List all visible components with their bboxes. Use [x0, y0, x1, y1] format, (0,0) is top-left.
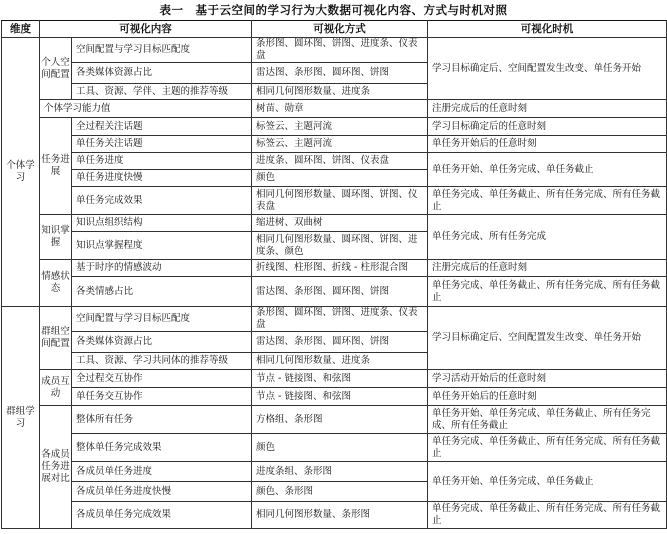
table-row	[2, 260, 667, 277]
content-cell: 各成员单任务进度快慢	[72, 482, 252, 502]
method-cell: 雷达图、条形图、圆环图、饼图	[252, 277, 428, 307]
timing-cell: 单任务开始、单任务完成、单任务截止	[428, 153, 667, 187]
method-cell: 雷达图、条形图、圆环图、饼图	[252, 332, 428, 353]
method-cell: 进度条组、条形图	[252, 462, 428, 482]
timing-cell: 单任务开始、单任务完成、单任务截止	[428, 462, 667, 502]
content-cell: 空间配置与学习目标匹配度	[72, 38, 252, 63]
header-timing: 可视化时机	[428, 21, 667, 38]
group-task-progress: 任务进展	[40, 118, 72, 215]
group-member-interaction: 成员互动	[40, 370, 72, 406]
content-cell: 工具、资源、学伴、主题的推荐等级	[72, 84, 252, 100]
header-content: 可视化内容	[40, 21, 252, 38]
content-cell: 各类媒体资源占比	[72, 332, 252, 353]
dimension-individual: 个体学习	[2, 38, 40, 307]
timing-cell: 单任务完成、单任务截止、所有任务完成、所有任务截止	[428, 187, 667, 215]
method-cell: 节点 - 链接图、和弦图	[252, 370, 428, 388]
method-cell: 标签云、主题河流	[252, 118, 428, 136]
content-cell: 空间配置与学习目标匹配度	[72, 307, 252, 332]
timing-cell: 学习目标确定后的任意时刻	[428, 118, 667, 136]
method-cell: 节点 - 链接图、和弦图	[252, 388, 428, 406]
content-cell: 个体学习能力值	[40, 100, 252, 118]
comparison-table	[1, 20, 667, 529]
table-row	[2, 370, 667, 388]
content-cell: 单任务完成效果	[72, 187, 252, 215]
group-knowledge: 知识掌握	[40, 215, 72, 260]
method-cell: 相同几何图形数量、条形图	[252, 502, 428, 529]
method-cell: 折线图、柱形图、折线 - 柱形混合图	[252, 260, 428, 277]
table-row	[2, 388, 667, 406]
content-cell: 单任务关注话题	[72, 136, 252, 153]
method-cell: 进度条、圆环图、饼图、仪表盘	[252, 153, 428, 170]
group-member-progress: 各成员任务进展对比	[40, 406, 72, 529]
table-row	[2, 502, 667, 529]
method-cell: 颜色、条形图	[252, 482, 428, 502]
content-cell: 工具、资源、学习共同体的推荐等级	[72, 353, 252, 370]
method-cell: 条形图、圆环图、饼图、进度条、仪表盘	[252, 38, 428, 63]
method-cell: 相同几何图形数量、圆环图、饼图、进度条、颜色	[252, 232, 428, 260]
timing-cell: 单任务完成、单任务截止、所有任务完成、所有任务截止	[428, 502, 667, 529]
content-cell: 知识点掌握程度	[72, 232, 252, 260]
method-cell: 标签云、主题河流	[252, 136, 428, 153]
content-cell: 整体所有任务	[72, 406, 252, 434]
header-dimension: 维度	[2, 21, 40, 38]
table-row	[2, 187, 667, 215]
content-cell: 基于时序的情感波动	[72, 260, 252, 277]
timing-cell: 学习目标确定后、空间配置发生改变、单任务开始	[428, 307, 667, 370]
timing-cell: 单任务完成、所有任务完成	[428, 215, 667, 260]
content-cell: 各类情感占比	[72, 277, 252, 307]
timing-cell: 单任务完成、单任务截止、所有任务完成、所有任务截止	[428, 434, 667, 462]
header-row	[2, 21, 667, 38]
content-cell: 单任务进度	[72, 153, 252, 170]
table-row	[2, 307, 667, 332]
table-row	[2, 100, 667, 118]
timing-cell: 学习目标确定后、空间配置发生改变、单任务开始	[428, 38, 667, 100]
timing-cell: 学习活动开始后的任意时刻	[428, 370, 667, 388]
content-cell: 全过程交互协作	[72, 370, 252, 388]
table-row	[2, 38, 667, 63]
table-row	[2, 153, 667, 170]
timing-cell: 注册完成后的任意时刻	[428, 260, 667, 277]
content-cell: 各成员单任务进度	[72, 462, 252, 482]
content-cell: 单任务交互协作	[72, 388, 252, 406]
timing-cell: 注册完成后的任意时刻	[428, 100, 667, 118]
method-cell: 树苗、勋章	[252, 100, 428, 118]
content-cell: 单任务进度快慢	[72, 170, 252, 187]
method-cell: 缩进树、双曲树	[252, 215, 428, 232]
timing-cell: 单任务完成、单任务截止、所有任务完成、所有任务截止	[428, 277, 667, 307]
content-cell: 各成员单任务完成效果	[72, 502, 252, 529]
table-row	[2, 136, 667, 153]
timing-cell: 单任务开始后的任意时刻	[428, 388, 667, 406]
group-personal-space: 个人空间配置	[40, 38, 72, 100]
table-row	[2, 215, 667, 232]
group-emotion: 情感状态	[40, 260, 72, 307]
table-row	[2, 277, 667, 307]
table-row	[2, 118, 667, 136]
content-cell: 全过程关注话题	[72, 118, 252, 136]
timing-cell: 单任务开始、单任务完成、单任务截止、所有任务完成、所有任务截止	[428, 406, 667, 434]
content-cell: 整体单任务完成效果	[72, 434, 252, 462]
method-cell: 颜色	[252, 170, 428, 187]
method-cell: 相同几何图形数量、进度条	[252, 84, 428, 100]
table-row	[2, 406, 667, 434]
table-row	[2, 434, 667, 462]
timing-cell: 单任务开始后的任意时刻	[428, 136, 667, 153]
method-cell: 条形图、圆环图、饼图、进度条、仪表盘	[252, 307, 428, 332]
method-cell: 方格组、条形图	[252, 406, 428, 434]
table-row	[2, 462, 667, 482]
group-group-space: 群组空间配置	[40, 307, 72, 370]
method-cell: 相同几何图形数量、圆环图、饼图、仪表盘	[252, 187, 428, 215]
method-cell: 相同几何图形数量、进度条	[252, 353, 428, 370]
content-cell: 知识点组织结构	[72, 215, 252, 232]
method-cell: 雷达图、条形图、圆环图、饼图	[252, 63, 428, 84]
dimension-group: 群组学习	[2, 307, 40, 529]
table-title: 表一 基于云空间的学习行为大数据可视化内容、方式与时机对照	[159, 3, 508, 17]
method-cell: 颜色	[252, 434, 428, 462]
header-method: 可视化方式	[252, 21, 428, 38]
content-cell: 各类媒体资源占比	[72, 63, 252, 84]
